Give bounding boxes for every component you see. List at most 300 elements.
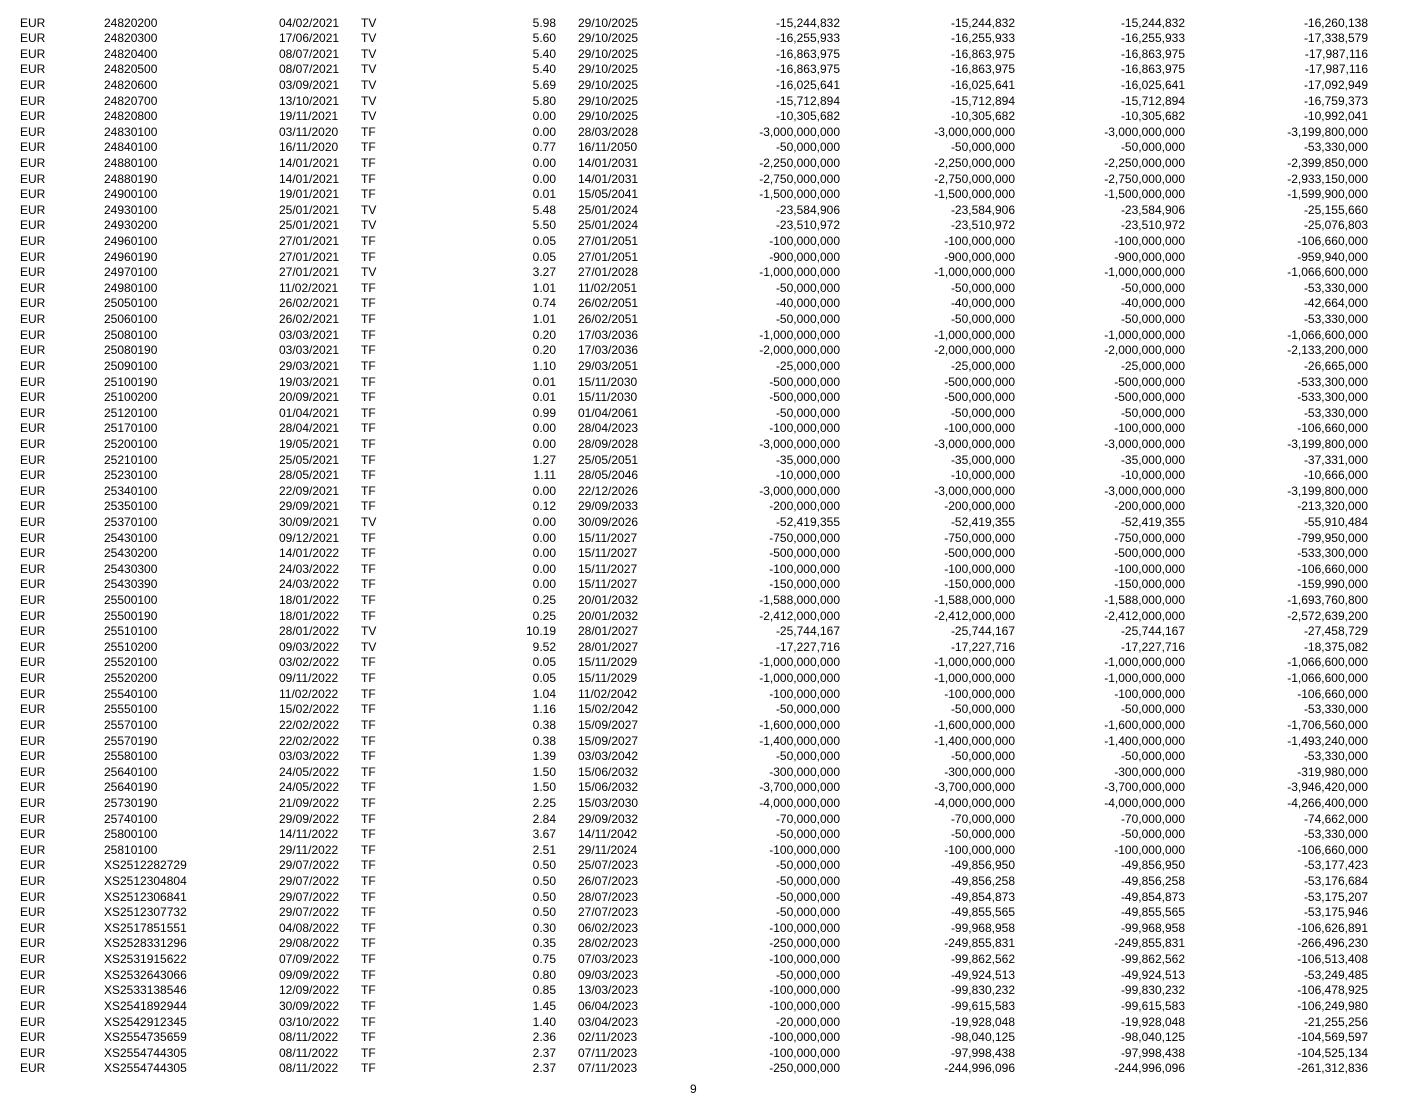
amount-cell-4: -106,513,408 <box>1297 952 1368 967</box>
maturity-date-cell: 29/10/2025 <box>578 15 639 30</box>
instrument-id-cell: XS2512306841 <box>104 889 187 904</box>
amount-cell-3: -97,998,438 <box>1120 1045 1185 1060</box>
amount-cell-4: -26,665,000 <box>1303 358 1368 373</box>
amount-cell-1: -10,000,000 <box>775 468 840 483</box>
rate-cell: 1.45 <box>532 998 556 1013</box>
rate-cell: 0.50 <box>532 905 556 920</box>
rate-cell: 9.52 <box>532 639 556 654</box>
amount-cell-2: -150,000,000 <box>944 577 1015 592</box>
instrument-id-cell: XS2531915622 <box>104 952 187 967</box>
currency-cell: EUR <box>20 577 46 592</box>
amount-cell-1: -25,744,167 <box>775 624 840 639</box>
currency-cell: EUR <box>20 546 46 561</box>
instrument-id-cell: 25100190 <box>104 374 158 389</box>
rate-cell: 5.40 <box>532 46 556 61</box>
amount-cell-4: -53,330,000 <box>1303 702 1368 717</box>
rate-type-cell: TV <box>361 265 377 280</box>
rate-cell: 0.77 <box>532 140 556 155</box>
table-row <box>0 109 1401 125</box>
amount-cell-1: -100,000,000 <box>769 952 840 967</box>
instrument-id-cell: XS2512304804 <box>104 874 187 889</box>
amount-cell-3: -1,600,000,000 <box>1104 717 1185 732</box>
rate-type-cell: TF <box>361 296 376 311</box>
amount-cell-1: -17,227,716 <box>775 639 840 654</box>
table-row <box>0 546 1401 562</box>
issue-date-cell: 19/11/2021 <box>279 109 339 124</box>
amount-cell-3: -98,040,125 <box>1120 1030 1185 1045</box>
table-row <box>0 562 1401 578</box>
amount-cell-4: -1,599,900,000 <box>1287 187 1368 202</box>
table-row <box>0 515 1401 531</box>
rate-cell: 0.00 <box>532 515 556 529</box>
currency-cell: EUR <box>20 155 46 170</box>
amount-cell-2: -1,588,000,000 <box>934 593 1015 608</box>
amount-cell-4: -16,759,373 <box>1303 93 1368 108</box>
amount-cell-3: -16,863,975 <box>1120 62 1185 77</box>
amount-cell-1: -250,000,000 <box>769 936 840 951</box>
amount-cell-1: -4,000,000,000 <box>759 795 840 810</box>
amount-cell-2: -52,419,355 <box>950 515 1015 529</box>
rate-cell: 0.01 <box>532 390 556 405</box>
table-row <box>0 375 1401 391</box>
currency-cell: EUR <box>20 561 46 576</box>
amount-cell-1: -1,000,000,000 <box>759 655 840 670</box>
amount-cell-4: -53,175,207 <box>1303 889 1368 904</box>
table-row <box>0 796 1401 812</box>
maturity-date-cell: 26/02/2051 <box>578 312 639 327</box>
rate-cell: 3.67 <box>532 827 556 842</box>
amount-cell-4: -106,660,000 <box>1297 421 1368 436</box>
amount-cell-3: -50,000,000 <box>1120 827 1185 842</box>
amount-cell-3: -200,000,000 <box>1114 499 1185 514</box>
instrument-id-cell: 25060100 <box>104 312 158 327</box>
instrument-id-cell: XS2554744305 <box>104 1045 187 1060</box>
rate-cell: 0.38 <box>532 717 556 732</box>
amount-cell-2: -3,700,000,000 <box>934 780 1015 795</box>
table-row <box>0 1015 1401 1031</box>
table-row <box>0 843 1401 859</box>
maturity-date-cell: 11/02/2051 <box>578 280 638 295</box>
currency-cell: EUR <box>20 827 46 842</box>
currency-cell: EUR <box>20 31 46 46</box>
maturity-date-cell: 15/11/2027 <box>578 530 638 545</box>
amount-cell-2: -49,854,873 <box>950 889 1015 904</box>
amount-cell-2: -50,000,000 <box>950 749 1015 764</box>
amount-cell-2: -49,924,513 <box>950 967 1015 982</box>
currency-cell: EUR <box>20 265 46 280</box>
table-row <box>0 765 1401 781</box>
amount-cell-2: -1,500,000,000 <box>934 187 1015 202</box>
rate-cell: 1.27 <box>532 452 556 467</box>
amount-cell-4: -4,266,400,000 <box>1287 795 1368 810</box>
maturity-date-cell: 29/10/2025 <box>578 93 639 108</box>
table-row <box>0 687 1401 703</box>
instrument-id-cell: 25340100 <box>104 483 158 498</box>
instrument-id-cell: 25080190 <box>104 343 158 358</box>
amount-cell-4: -1,493,240,000 <box>1287 733 1368 748</box>
table-row <box>0 125 1401 141</box>
currency-cell: EUR <box>20 436 46 451</box>
amount-cell-2: -25,000,000 <box>950 358 1015 373</box>
rate-cell: 1.01 <box>532 312 556 327</box>
amount-cell-4: -21,255,256 <box>1303 1014 1368 1029</box>
issue-date-cell: 25/01/2021 <box>279 218 340 233</box>
amount-cell-2: -100,000,000 <box>944 561 1015 576</box>
rate-type-cell: TF <box>361 312 376 327</box>
amount-cell-1: -100,000,000 <box>769 1030 840 1045</box>
issue-date-cell: 09/11/2022 <box>279 671 339 686</box>
currency-cell: EUR <box>20 842 46 857</box>
maturity-date-cell: 26/02/2051 <box>578 296 639 311</box>
table-row <box>0 359 1401 375</box>
amount-cell-2: -49,856,950 <box>950 858 1015 873</box>
amount-cell-4: -159,990,000 <box>1297 577 1368 592</box>
maturity-date-cell: 02/11/2023 <box>578 1030 638 1045</box>
amount-cell-3: -3,000,000,000 <box>1104 483 1185 498</box>
rate-cell: 0.80 <box>532 967 556 982</box>
maturity-date-cell: 28/01/2027 <box>578 639 639 654</box>
amount-cell-1: -16,025,641 <box>775 77 840 92</box>
amount-cell-1: -300,000,000 <box>769 764 840 779</box>
amount-cell-1: -100,000,000 <box>769 998 840 1013</box>
amount-cell-3: -50,000,000 <box>1120 702 1185 717</box>
rate-cell: 0.00 <box>532 155 556 170</box>
amount-cell-2: -100,000,000 <box>944 421 1015 436</box>
amount-cell-2: -2,000,000,000 <box>934 343 1015 358</box>
rate-type-cell: TF <box>361 780 376 795</box>
amount-cell-4: -53,175,946 <box>1303 905 1368 920</box>
table-row <box>0 156 1401 172</box>
issue-date-cell: 25/01/2021 <box>279 202 340 217</box>
instrument-id-cell: 24820700 <box>104 93 158 108</box>
amount-cell-4: -3,199,800,000 <box>1287 483 1368 498</box>
amount-cell-3: -50,000,000 <box>1120 140 1185 155</box>
rate-cell: 0.01 <box>532 374 556 389</box>
instrument-id-cell: 25210100 <box>104 452 158 467</box>
amount-cell-1: -250,000,000 <box>769 1061 840 1076</box>
currency-cell: EUR <box>20 702 46 717</box>
instrument-id-cell: 24820300 <box>104 31 158 46</box>
amount-cell-4: -17,092,949 <box>1303 77 1368 92</box>
amount-cell-1: -1,600,000,000 <box>759 717 840 732</box>
rate-cell: 0.00 <box>532 483 556 498</box>
currency-cell: EUR <box>20 655 46 670</box>
rate-type-cell: TF <box>361 874 376 889</box>
amount-cell-2: -49,856,258 <box>950 874 1015 889</box>
rate-type-cell: TF <box>361 905 376 920</box>
currency-cell: EUR <box>20 905 46 920</box>
amount-cell-3: -35,000,000 <box>1120 452 1185 467</box>
table-row <box>0 874 1401 890</box>
issue-date-cell: 11/02/2021 <box>279 280 339 295</box>
currency-cell: EUR <box>20 327 46 342</box>
issue-date-cell: 08/07/2021 <box>279 62 340 77</box>
table-row <box>0 1046 1401 1062</box>
rate-type-cell: TF <box>361 171 376 186</box>
amount-cell-4: -53,330,000 <box>1303 140 1368 155</box>
currency-cell: EUR <box>20 62 46 77</box>
maturity-date-cell: 26/07/2023 <box>578 874 639 889</box>
amount-cell-2: -50,000,000 <box>950 140 1015 155</box>
table-row <box>0 484 1401 500</box>
rate-cell: 0.00 <box>532 561 556 576</box>
amount-cell-2: -4,000,000,000 <box>934 795 1015 810</box>
amount-cell-3: -50,000,000 <box>1120 312 1185 327</box>
maturity-date-cell: 15/11/2027 <box>578 561 638 576</box>
amount-cell-1: -3,000,000,000 <box>759 483 840 498</box>
amount-cell-1: -10,305,682 <box>775 109 840 124</box>
table-row <box>0 671 1401 687</box>
table-row <box>0 265 1401 281</box>
instrument-id-cell: 25090100 <box>104 358 158 373</box>
maturity-date-cell: 14/11/2042 <box>578 827 638 842</box>
instrument-id-cell: 25430300 <box>104 561 158 576</box>
rate-type-cell: TV <box>361 639 377 654</box>
instrument-id-cell: XS2512307732 <box>104 905 187 920</box>
amount-cell-3: -25,744,167 <box>1120 624 1185 639</box>
amount-cell-4: -533,300,000 <box>1297 374 1368 389</box>
table-row <box>0 16 1401 32</box>
rate-type-cell: TF <box>361 140 376 155</box>
amount-cell-2: -15,244,832 <box>950 15 1015 30</box>
rate-cell: 1.16 <box>532 702 556 717</box>
instrument-id-cell: XS2528331296 <box>104 936 187 951</box>
rate-cell: 5.60 <box>532 31 556 46</box>
amount-cell-3: -2,000,000,000 <box>1104 343 1185 358</box>
rate-cell: 0.00 <box>532 577 556 592</box>
issue-date-cell: 29/03/2021 <box>279 358 340 373</box>
table-row <box>0 499 1401 515</box>
maturity-date-cell: 28/05/2046 <box>578 468 639 483</box>
maturity-date-cell: 07/11/2023 <box>578 1045 638 1060</box>
amount-cell-3: -1,400,000,000 <box>1104 733 1185 748</box>
instrument-id-cell: 25740100 <box>104 811 158 826</box>
table-row <box>0 78 1401 94</box>
amount-cell-3: -3,700,000,000 <box>1104 780 1185 795</box>
amount-cell-4: -106,660,000 <box>1297 561 1368 576</box>
table-row <box>0 62 1401 78</box>
instrument-id-cell: 25430390 <box>104 577 158 592</box>
instrument-id-cell: 24820800 <box>104 109 158 124</box>
instrument-id-cell: XS2533138546 <box>104 983 187 998</box>
issue-date-cell: 29/07/2022 <box>279 889 340 904</box>
currency-cell: EUR <box>20 249 46 264</box>
amount-cell-4: -106,660,000 <box>1297 234 1368 249</box>
currency-cell: EUR <box>20 1061 46 1076</box>
amount-cell-1: -50,000,000 <box>775 280 840 295</box>
currency-cell: EUR <box>20 358 46 373</box>
instrument-id-cell: 24820600 <box>104 77 158 92</box>
currency-cell: EUR <box>20 967 46 982</box>
amount-cell-3: -1,000,000,000 <box>1104 655 1185 670</box>
rate-cell: 0.99 <box>532 405 556 420</box>
amount-cell-3: -50,000,000 <box>1120 405 1185 420</box>
amount-cell-1: -500,000,000 <box>769 546 840 561</box>
issue-date-cell: 07/09/2022 <box>279 952 340 967</box>
amount-cell-3: -2,750,000,000 <box>1104 171 1185 186</box>
rate-type-cell: TF <box>361 702 376 717</box>
maturity-date-cell: 27/01/2051 <box>578 249 639 264</box>
amount-cell-2: -500,000,000 <box>944 374 1015 389</box>
amount-cell-2: -300,000,000 <box>944 764 1015 779</box>
rate-type-cell: TF <box>361 483 376 498</box>
currency-cell: EUR <box>20 405 46 420</box>
amount-cell-4: -799,950,000 <box>1297 530 1368 545</box>
amount-cell-2: -40,000,000 <box>950 296 1015 311</box>
amount-cell-4: -2,572,639,200 <box>1287 608 1368 623</box>
amount-cell-1: -50,000,000 <box>775 312 840 327</box>
instrument-id-cell: 24980100 <box>104 280 158 295</box>
rate-type-cell: TF <box>361 717 376 732</box>
amount-cell-4: -3,199,800,000 <box>1287 436 1368 451</box>
amount-cell-1: -52,419,355 <box>775 515 840 529</box>
table-row <box>0 437 1401 453</box>
maturity-date-cell: 16/11/2050 <box>578 140 638 155</box>
amount-cell-3: -99,968,958 <box>1120 920 1185 935</box>
rate-type-cell: TF <box>361 546 376 561</box>
rate-cell: 5.50 <box>532 218 556 233</box>
amount-cell-3: -49,856,258 <box>1120 874 1185 889</box>
currency-cell: EUR <box>20 733 46 748</box>
currency-cell: EUR <box>20 811 46 826</box>
instrument-id-cell: XS2512282729 <box>104 858 187 873</box>
table-row <box>0 421 1401 437</box>
table-row <box>0 47 1401 63</box>
rate-type-cell: TV <box>361 93 377 108</box>
maturity-date-cell: 30/09/2026 <box>578 515 639 529</box>
issue-date-cell: 27/01/2021 <box>279 234 340 249</box>
currency-cell: EUR <box>20 764 46 779</box>
maturity-date-cell: 29/09/2033 <box>578 499 639 514</box>
currency-cell: EUR <box>20 998 46 1013</box>
amount-cell-1: -15,712,894 <box>775 93 840 108</box>
currency-cell: EUR <box>20 795 46 810</box>
amount-cell-1: -1,588,000,000 <box>759 593 840 608</box>
rate-type-cell: TF <box>361 530 376 545</box>
amount-cell-3: -19,928,048 <box>1120 1014 1185 1029</box>
rate-cell: 2.36 <box>532 1030 556 1045</box>
rate-cell: 1.50 <box>532 780 556 795</box>
rate-cell: 5.69 <box>532 77 556 92</box>
amount-cell-2: -50,000,000 <box>950 702 1015 717</box>
amount-cell-2: -1,600,000,000 <box>934 717 1015 732</box>
currency-cell: EUR <box>20 499 46 514</box>
instrument-id-cell: 25080100 <box>104 327 158 342</box>
rate-type-cell: TF <box>361 436 376 451</box>
amount-cell-2: -900,000,000 <box>944 249 1015 264</box>
amount-cell-4: -53,249,485 <box>1303 967 1368 982</box>
amount-cell-3: -49,924,513 <box>1120 967 1185 982</box>
rate-cell: 0.05 <box>532 655 556 670</box>
instrument-id-cell: 24820200 <box>104 15 158 30</box>
amount-cell-1: -40,000,000 <box>775 296 840 311</box>
amount-cell-3: -900,000,000 <box>1114 249 1185 264</box>
instrument-id-cell: 25370100 <box>104 515 158 529</box>
amount-cell-4: -319,980,000 <box>1297 764 1368 779</box>
table-row <box>0 406 1401 422</box>
table-row <box>0 1061 1401 1077</box>
amount-cell-3: -23,584,906 <box>1120 202 1185 217</box>
amount-cell-1: -100,000,000 <box>769 920 840 935</box>
amount-cell-4: -1,066,600,000 <box>1287 655 1368 670</box>
amount-cell-2: -23,510,972 <box>950 218 1015 233</box>
amount-cell-3: -2,250,000,000 <box>1104 155 1185 170</box>
instrument-id-cell: 25580100 <box>104 749 158 764</box>
amount-cell-1: -900,000,000 <box>769 249 840 264</box>
table-row <box>0 140 1401 156</box>
amount-cell-3: -10,000,000 <box>1120 468 1185 483</box>
instrument-id-cell: 24820500 <box>104 62 158 77</box>
amount-cell-2: -200,000,000 <box>944 499 1015 514</box>
issue-date-cell: 30/09/2022 <box>279 998 340 1013</box>
rate-type-cell: TF <box>361 499 376 514</box>
amount-cell-3: -99,862,562 <box>1120 952 1185 967</box>
currency-cell: EUR <box>20 109 46 124</box>
amount-cell-1: -23,510,972 <box>775 218 840 233</box>
issue-date-cell: 04/02/2021 <box>279 15 340 30</box>
currency-cell: EUR <box>20 858 46 873</box>
amount-cell-3: -3,000,000,000 <box>1104 124 1185 139</box>
maturity-date-cell: 07/11/2023 <box>578 1061 638 1076</box>
amount-cell-1: -35,000,000 <box>775 452 840 467</box>
rate-cell: 0.00 <box>532 124 556 139</box>
rate-cell: 0.85 <box>532 983 556 998</box>
amount-cell-4: -1,066,600,000 <box>1287 327 1368 342</box>
amount-cell-3: -50,000,000 <box>1120 280 1185 295</box>
rate-type-cell: TF <box>361 1045 376 1060</box>
issue-date-cell: 03/09/2021 <box>279 77 340 92</box>
instrument-id-cell: 24960190 <box>104 249 158 264</box>
rate-type-cell: TV <box>361 31 377 46</box>
maturity-date-cell: 14/01/2031 <box>578 155 639 170</box>
amount-cell-4: -1,693,760,800 <box>1287 593 1368 608</box>
amount-cell-2: -19,928,048 <box>950 1014 1015 1029</box>
amount-cell-2: -99,830,232 <box>950 983 1015 998</box>
rate-cell: 0.00 <box>532 109 556 124</box>
issue-date-cell: 01/04/2021 <box>279 405 340 420</box>
rate-type-cell: TF <box>361 827 376 842</box>
currency-cell: EUR <box>20 46 46 61</box>
issue-date-cell: 29/07/2022 <box>279 858 340 873</box>
maturity-date-cell: 15/06/2032 <box>578 780 639 795</box>
amount-cell-4: -106,660,000 <box>1297 686 1368 701</box>
amount-cell-3: -15,712,894 <box>1120 93 1185 108</box>
maturity-date-cell: 25/07/2023 <box>578 858 639 873</box>
maturity-date-cell: 22/12/2026 <box>578 483 639 498</box>
maturity-date-cell: 13/03/2023 <box>578 983 639 998</box>
maturity-date-cell: 27/07/2023 <box>578 905 639 920</box>
issue-date-cell: 22/09/2021 <box>279 483 340 498</box>
instrument-id-cell: 25540100 <box>104 686 158 701</box>
rate-type-cell: TF <box>361 983 376 998</box>
instrument-id-cell: 24960100 <box>104 234 158 249</box>
amount-cell-2: -99,968,958 <box>950 920 1015 935</box>
currency-cell: EUR <box>20 671 46 686</box>
table-row <box>0 577 1401 593</box>
amount-cell-2: -16,025,641 <box>950 77 1015 92</box>
amount-cell-2: -10,000,000 <box>950 468 1015 483</box>
amount-cell-1: -16,863,975 <box>775 62 840 77</box>
rate-type-cell: TF <box>361 1014 376 1029</box>
rate-type-cell: TF <box>361 187 376 202</box>
amount-cell-1: -100,000,000 <box>769 421 840 436</box>
issue-date-cell: 19/01/2021 <box>279 187 340 202</box>
currency-cell: EUR <box>20 171 46 186</box>
currency-cell: EUR <box>20 1014 46 1029</box>
table-row <box>0 250 1401 266</box>
amount-cell-1: -25,000,000 <box>775 358 840 373</box>
instrument-id-cell: 25430100 <box>104 530 158 545</box>
